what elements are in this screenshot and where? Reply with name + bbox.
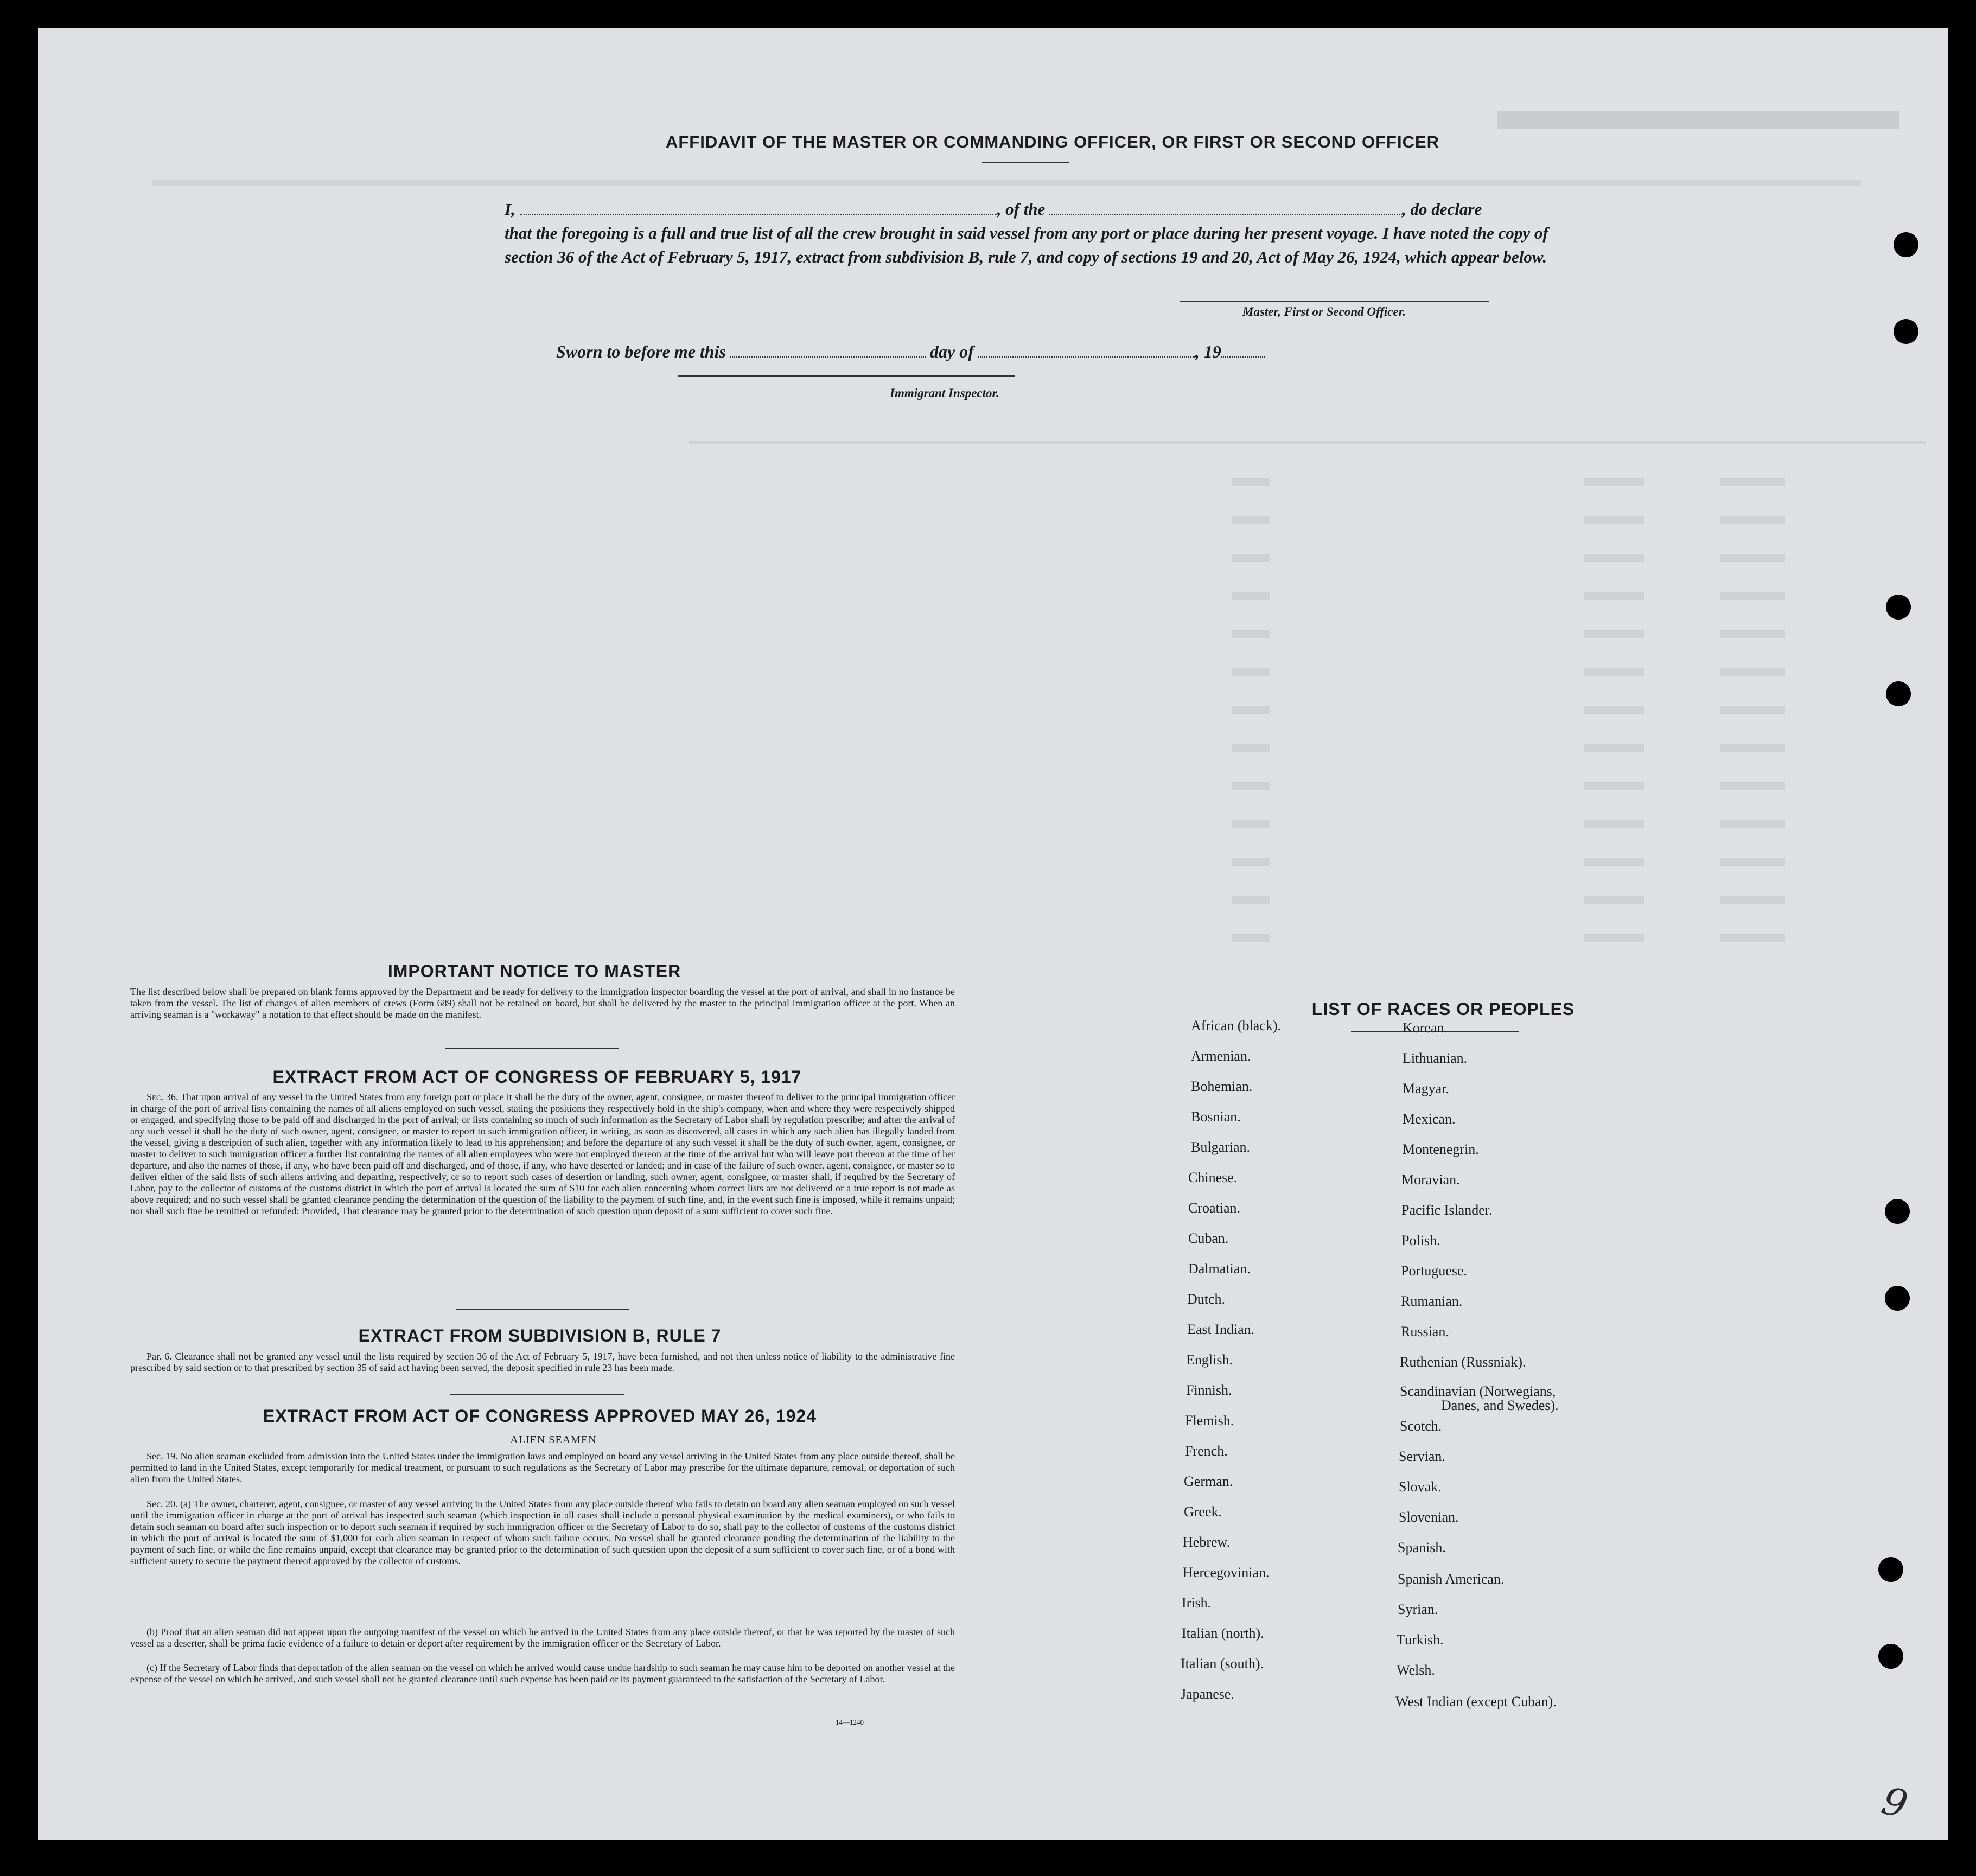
race-left: Cuban. [1188, 1230, 1229, 1246]
race-left: Italian (north). [1182, 1625, 1264, 1641]
race-right: Korean. [1403, 1020, 1448, 1036]
race-right: Montenegrin. [1403, 1141, 1479, 1157]
race-right: Polish. [1401, 1233, 1440, 1248]
race-left: Armenian. [1191, 1048, 1251, 1064]
race-right: Slovenian. [1399, 1509, 1459, 1525]
sec-19-text: Sec. 19. No alien seaman excluded from admission into the United States under the immigration laws and employed on board any vessel arriving in the United States from any place outside thereof, shall be permitted to land in the United States, except temporarily for medical treatment, or pursuant to such regulations as the Secretary of Labor may prescribe for the ultimate departure, removal, or deportation of such alien from the United States. [130, 1451, 955, 1484]
race-right: Ruthenian (Russniak). [1400, 1354, 1526, 1370]
rule-7-title: EXTRACT FROM SUBDIVISION B, RULE 7 [358, 1326, 722, 1345]
affidavit-title: AFFIDAVIT OF THE MASTER OR COMMANDING OFFICER, OR FIRST OR SECOND OFFICER [665, 132, 1440, 151]
sec-36-label: Sec. 36. [146, 1092, 179, 1102]
race-right: Syrian. [1398, 1601, 1438, 1617]
title-divider [982, 162, 1069, 163]
punch-hole [1894, 319, 1918, 344]
alien-seamen-subtitle: ALIEN SEAMEN [510, 1434, 597, 1446]
sworn-line [556, 342, 1265, 362]
sec-36-text: That upon arrival of any vessel in the United States from any foreign port or place it shall be the duty of the owner, agent, consignee, or master thereof to deliver to the principal immigration officer in charge of the port of arrival lists containing the names of all aliens employed on such vessel, stating the positions they respectively hold in the ship's company, when and where they were respectively shipped or engaged, and specifying those to be paid off and discharged in the port of arrival; or lists containing so much of such information as the Secretary of Labor shall by regulation prescribe; and after the arrival of any such vessel it shall be the duty of such owner, agent, consignee, or master to report to such immigration officer, in writing, as soon as discovered, all cases in which any such alien has illegally landed from the vessel, giving a description of such alien, together with any information likely to lead to his apprehension; and before the departure of any such vessel it shall be the duty of such owner, agent, consignee, or master to deliver to such immigration officer a further list containing the names of all alien employees who were not employed thereon at the time of the arrival but who will leave port thereon at the time of her departure, and also the names of those, if any, who have been paid off and discharged, and of those, if any, who have deserted or landed; and in case of the failure of such owner, agent, consignee, or master so to deliver either of the said lists of such aliens arriving and departing, respectively, or so to report such cases of desertion or landing, such owner, agent, consignee, or master shall, if required by the Secretary of Labor, pay to the collector of customs of the customs district in which the port of arrival is located the sum of $10 for each alien concerning whom correct lists are not delivered or a true report is not made as above required; and no such vessel shall be granted clearance pending the determination of the question of the liability to the payment of such fine, and, in the event such fine is imposed, while it remains unpaid; nor shall such fine be remitted or refunded: Provided, That clearance may be granted prior to the determination of such question upon deposit of a sum sufficient to cover such fine. [130, 1092, 955, 1216]
affidavit-body: that the foregoing is a full and true list of all the crew brought in said vessel from any port or place during her present voyage. I have noted the copy of section 36 of the Act of February 5, 1917, extract from subdivision B, rule 7, and copy of sections 19 and 20, Act of May 26, 1924, which appear below. [505, 224, 1548, 266]
master-signature-label: Master, First or Second Officer. [1242, 305, 1406, 318]
sec-20c-text: (c) If the Secretary of Labor finds that deportation of the alien seaman on the vessel on which he arrived would cause undue hardship to such seaman he may cause him to be deported on another vessel at the expense of the vessel on which he arrived, and such vessel shall not be granted clearance until such expense has been paid or its payment guaranteed to the satisfaction of the Secretary of Labor. [130, 1662, 955, 1684]
race-left: Bohemian. [1191, 1079, 1253, 1094]
sworn-label: Sworn to before me this [556, 342, 726, 361]
extract-1917-title: EXTRACT FROM ACT OF CONGRESS OF FEBRUARY 5, 1917 [272, 1067, 802, 1087]
master-signature-line[interactable] [1180, 301, 1489, 302]
race-left: French. [1185, 1443, 1228, 1459]
race-left: Flemish. [1185, 1413, 1234, 1428]
race-right: Lithuanian. [1403, 1050, 1468, 1066]
extract-1917-text [130, 1092, 955, 1217]
inspector-signature-line[interactable] [678, 375, 1015, 377]
race-right: Spanish. [1398, 1540, 1446, 1555]
race-left: English. [1186, 1352, 1233, 1368]
rule-7-divider [450, 1394, 624, 1395]
bleed-through-text [152, 175, 1888, 194]
sec-20b-text: (b) Proof that an alien seaman did not appear upon the outgoing manifest of the vessel on which he arrived in the United States from any place outside thereof, or that he was reported by the master of such vessel as a deserter, shall be prima facie evidence of a failure to detain or deport after requirement by the immigration officer or the Secretary of Labor. [130, 1626, 955, 1649]
punch-hole [1886, 595, 1911, 620]
punch-hole [1894, 232, 1918, 257]
race-right: Spanish American. [1398, 1571, 1505, 1587]
race-left: Greek. [1184, 1504, 1222, 1520]
race-left: East Indian. [1187, 1322, 1255, 1337]
race-right: Portuguese. [1401, 1263, 1468, 1279]
do-declare-label: , do declare [1402, 200, 1482, 219]
race-right-continuation: Danes, and Swedes). [1441, 1398, 1559, 1413]
affidavit-declaration [505, 197, 1563, 269]
race-right: Scandinavian (Norwegians, [1400, 1383, 1556, 1399]
sworn-day-blank[interactable] [730, 356, 926, 358]
punch-hole [1878, 1644, 1903, 1669]
punch-hole [1886, 681, 1911, 706]
race-right: Welsh. [1397, 1662, 1435, 1678]
race-left: Dutch. [1187, 1291, 1226, 1307]
vessel-blank[interactable] [1049, 214, 1402, 215]
race-left: Bosnian. [1191, 1109, 1241, 1125]
corner-handwritten-mark: 9 [1877, 1778, 1913, 1828]
name-blank[interactable] [520, 214, 997, 215]
race-left: Bulgarian. [1191, 1139, 1251, 1155]
race-right: Servian. [1399, 1449, 1445, 1464]
bleed-through-heading [1497, 104, 1910, 144]
form-number: 14—1240 [836, 1718, 864, 1726]
punch-hole [1885, 1286, 1910, 1311]
punch-hole [1878, 1557, 1903, 1582]
race-left: Dalmatian. [1188, 1261, 1251, 1277]
sworn-year-blank[interactable] [1221, 356, 1265, 358]
race-right: West Indian (except Cuban). [1395, 1694, 1557, 1709]
race-left: African (black). [1191, 1018, 1282, 1033]
race-right: Slovak. [1399, 1479, 1442, 1495]
notice-divider [445, 1048, 619, 1049]
affidavit-line1 [505, 197, 1563, 221]
race-left: Hebrew. [1183, 1534, 1231, 1550]
race-left: Irish. [1182, 1595, 1212, 1611]
races-title: LIST OF RACES OR PEOPLES [1311, 999, 1575, 1019]
day-of-label: day of [929, 342, 974, 361]
notice-title: IMPORTANT NOTICE TO MASTER [387, 961, 681, 981]
affidavit-i-label: I, [505, 200, 515, 219]
race-right: Turkish. [1397, 1632, 1444, 1648]
race-right: Pacific Islander. [1401, 1202, 1493, 1218]
race-left: Italian (south). [1181, 1656, 1264, 1671]
extract-1924-title: EXTRACT FROM ACT OF CONGRESS APPROVED MAY 26, 1924 [263, 1406, 817, 1426]
race-right: Scotch. [1400, 1418, 1442, 1434]
punch-hole [1885, 1199, 1910, 1224]
race-left: German. [1184, 1473, 1233, 1489]
race-left: Finnish. [1186, 1382, 1232, 1398]
race-left: Croatian. [1188, 1200, 1241, 1216]
race-right: Russian. [1401, 1324, 1449, 1339]
rule-7-text: Par. 6. Clearance shall not be granted any vessel until the lists required by section 36 of the Act of February 5, 1917, have been furnished, and not then unless notice of liability to the administrative fine prescribed by said section or to that prescribed by section 35 of said act having been served, the deposit specified in rule 23 has been made. [130, 1351, 955, 1373]
bleed-through-table [689, 430, 1937, 1677]
race-right: Moravian. [1401, 1172, 1460, 1188]
year-label: , 19 [1195, 342, 1221, 361]
race-right: Rumanian. [1401, 1293, 1463, 1309]
race-left: Chinese. [1188, 1170, 1238, 1185]
race-left: Hercegovinian. [1183, 1565, 1270, 1580]
race-right: Mexican. [1403, 1111, 1456, 1127]
notice-text: The list described below shall be prepared on blank forms approved by the Department and be ready for delivery to the immigration inspector boarding the vessel at the port of arrival, and shall in no instance be taken from the vessel. The list of changes of alien members of crews (Form 689) shall not be retained on board, but shall be delivered by the master to the principal immigration officer at the port. When an arriving seaman is a "workaway" a notation to that effect should be made on the manifest. [130, 986, 955, 1020]
inspector-label: Immigrant Inspector. [890, 386, 999, 400]
sworn-month-blank[interactable] [978, 356, 1195, 358]
sec-20a-text: Sec. 20. (a) The owner, charterer, agent, consignee, or master of any vessel arriving in the United States from any place outside thereof who fails to detain on board any alien seaman employed on such vessel until the immigration officer in charge at the port of arrival has inspected such seaman (which inspection in all cases shall include a personal physical examination by the medical examiners), or who fails to detain such seaman on board after such inspection or to deport such seaman if required by such immigration officer or the Secretary of Labor to do so, shall pay to the collector of customs of the customs district in which the port of arrival is located the sum of $1,000 for each alien seaman in respect of whom such failure occurs. No vessel shall be granted clearance pending the determination of the liability to the payment of such fine, or while the fine remains unpaid, except that clearance may be granted prior to the determination of such question upon the deposit of a sum sufficient to cover such fine, or of a bond with sufficient surety to secure the payment thereof approved by the collector of customs. [130, 1498, 955, 1566]
vessel-of-label: , of the [997, 200, 1046, 219]
race-right: Magyar. [1403, 1081, 1449, 1096]
extract-1917-divider [456, 1309, 629, 1310]
document-page [38, 28, 1948, 1840]
race-left: Japanese. [1181, 1686, 1234, 1702]
